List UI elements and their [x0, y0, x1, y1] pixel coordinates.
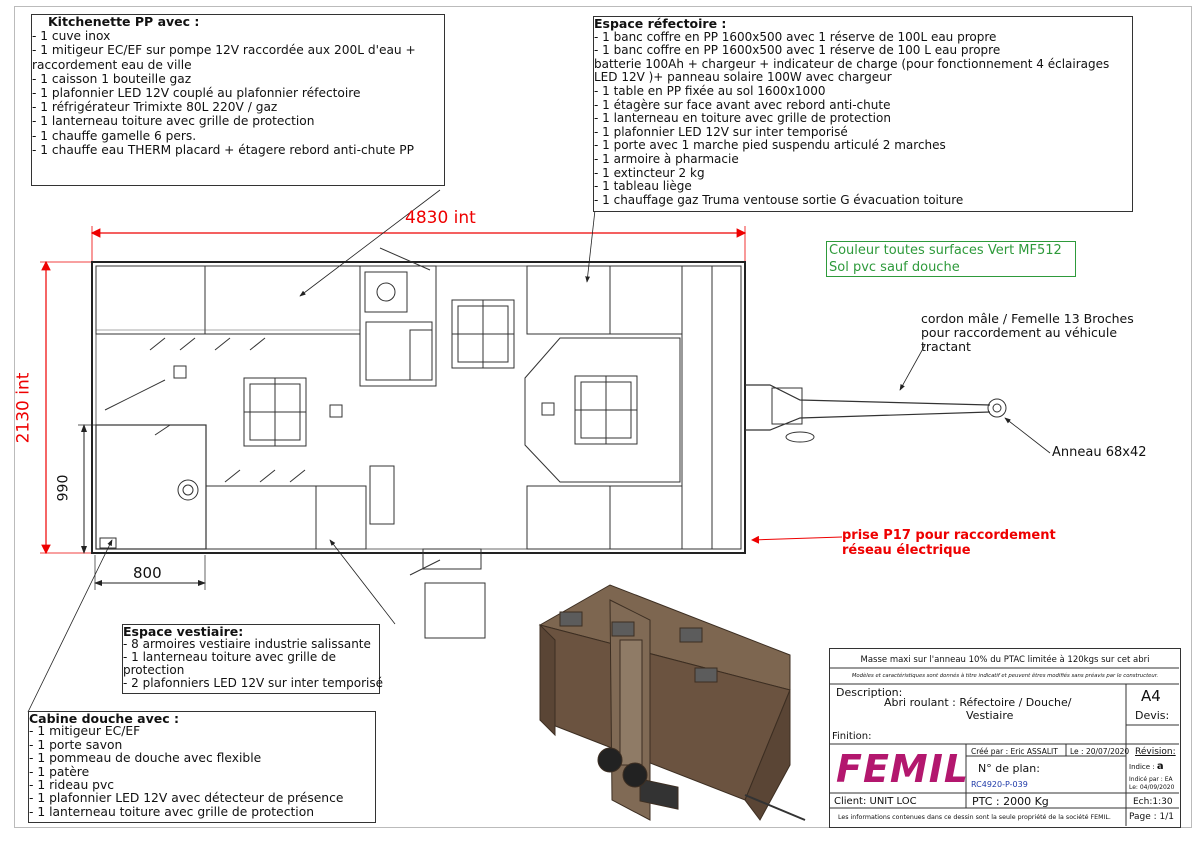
kitchenette-box	[31, 14, 445, 186]
description-line1: Abri roulant : Réfectoire / Douche/	[884, 696, 1072, 709]
refectoire-item: batterie 100Ah + chargeur + indicateur de charge (pour fonctionnement 4 éclairages LED 12V )+ panneau solaire 100W avec chargeur	[594, 56, 1110, 85]
refectoire-box	[593, 16, 1133, 212]
creation-date: Le : 20/07/2020	[1070, 747, 1130, 756]
indice-label: Indice :	[1129, 763, 1155, 771]
douche-item: - 1 lanterneau toiture avec grille de protection	[29, 804, 315, 819]
finition-label: Finition:	[832, 731, 872, 742]
description-line2: Vestiaire	[966, 709, 1014, 722]
description-label: Description:	[836, 686, 903, 699]
length-dimension: 4830 int	[405, 208, 476, 228]
modeles-note: Modèles et caractéristiques sont donnés à titre indicatif et peuvent êtres modifiés sans préavis par le constructeur.	[851, 673, 1159, 679]
prise-note-line1: prise P17 pour raccordement	[842, 528, 1056, 543]
prise-note-line2: réseau électrique	[842, 543, 971, 558]
width-dimension: 2130 int	[13, 372, 34, 444]
refectoire-item: - 1 tableau liège	[594, 179, 692, 194]
ptc-label: PTC : 2000 Kg	[972, 795, 1049, 808]
refectoire-title: Espace réfectoire :	[594, 16, 727, 31]
shelter-3d-view	[540, 585, 805, 820]
douche-item: - 1 plafonnier LED 12V avec détecteur de présence	[29, 791, 344, 806]
femil-logo: FEMIL	[836, 747, 970, 791]
client-label: Client: UNIT LOC	[834, 796, 917, 807]
format-label: A4	[1141, 687, 1161, 705]
refectoire-item: - 1 table en PP fixée au sol 1600x1000	[594, 83, 826, 98]
kitchenette-item: - 1 lanterneau toiture avec grille de protection	[32, 114, 315, 129]
color-note	[826, 241, 1076, 277]
vestiaire-item: - 1 lanterneau toiture avec grille de protection	[123, 650, 337, 677]
indice-row	[1129, 761, 1164, 772]
kitchenette-item: - 1 plafonnier LED 12V couplé au plafonnier réfectoire	[32, 86, 361, 101]
shower-depth-dimension: 990	[55, 474, 72, 502]
cree-par: Créé par : Eric ASSALIT	[971, 747, 1058, 756]
kitchenette-title: Kitchenette PP avec :	[48, 14, 200, 29]
color-note-line1: Couleur toutes surfaces Vert MF512	[829, 243, 1062, 258]
anneau-note: Anneau 68x42	[1052, 445, 1147, 460]
vestiaire-item: - 2 plafonniers LED 12V sur inter temporisé	[123, 676, 384, 690]
masse-note: Masse maxi sur l'anneau 10% du PTAC limitée à 120kgs sur cet abri	[860, 655, 1150, 665]
douche-item: - 1 mitigeur EC/EF	[29, 724, 141, 739]
propriete-note: Les informations contenues dans ce dessin sont la seule propriété de la société FEMIL.	[838, 814, 1111, 821]
douche-title: Cabine douche avec :	[29, 711, 179, 726]
kitchenette-item: - 1 mitigeur EC/EF sur pompe 12V raccordée aux 200L d'eau + raccordement eau de ville	[32, 43, 416, 72]
shower-width-dimension: 800	[133, 564, 162, 582]
prise-note	[842, 528, 1056, 558]
douche-item: - 1 porte savon	[29, 737, 123, 752]
refectoire-item: - 1 porte avec 1 marche pied suspendu articulé 2 marches	[594, 138, 946, 153]
refectoire-item: - 1 étagère sur face avant avec rebord anti-chute	[594, 97, 891, 112]
refectoire-item: - 1 chauffage gaz Truma ventouse sortie G évacuation toiture	[594, 192, 964, 207]
douche-item: - 1 rideau pvc	[29, 778, 115, 793]
douche-item: - 1 patère	[29, 764, 90, 779]
kitchenette-item: - 1 réfrigérateur Trimixte 80L 220V / gaz	[32, 100, 278, 115]
cordon-note: cordon mâle / Femelle 13 Broches pour raccordement au véhicule tractant	[921, 311, 1134, 354]
echelle-label: Ech:1:30	[1133, 797, 1173, 807]
refectoire-item: - 1 banc coffre en PP 1600x500 avec 1 réserve de 100 L eau propre	[594, 43, 1001, 58]
color-note-line2: Sol pvc sauf douche	[829, 260, 960, 275]
douche-box	[28, 711, 376, 823]
refectoire-item: - 1 banc coffre en PP 1600x500 avec 1 réserve de 100L eau propre	[594, 29, 997, 44]
indice-par: Indicé par : EA	[1129, 776, 1173, 783]
title-block	[829, 648, 1181, 828]
indice-value: a	[1156, 761, 1164, 772]
refectoire-item: - 1 extincteur 2 kg	[594, 165, 705, 180]
page-label: Page : 1/1	[1129, 812, 1175, 822]
vestiaire-box	[122, 624, 384, 694]
kitchenette-item: - 1 chauffe eau THERM placard + étagere rebord anti-chute PP	[32, 142, 414, 157]
indice-date: Le: 04/09/2020	[1129, 784, 1175, 791]
refectoire-item: - 1 lanterneau en toiture avec grille de protection	[594, 111, 891, 126]
vestiaire-item: - 8 armoires vestiaire industrie salissante	[123, 637, 371, 651]
kitchenette-item: - 1 cuve inox	[32, 29, 111, 44]
plan-label: N° de plan:	[978, 762, 1040, 775]
kitchenette-item: - 1 caisson 1 bouteille gaz	[32, 71, 192, 86]
vestiaire-title: Espace vestiaire:	[123, 624, 244, 639]
plan-number: RC4920-P-039	[971, 780, 1028, 789]
douche-item: - 1 pommeau de douche avec flexible	[29, 751, 262, 766]
refectoire-item: - 1 plafonnier LED 12V sur inter temporisé	[594, 124, 848, 139]
refectoire-item: - 1 armoire à pharmacie	[594, 151, 739, 166]
devis-label: Devis:	[1135, 709, 1170, 722]
kitchenette-item: - 1 chauffe gamelle 6 pers.	[32, 128, 197, 143]
revision-label: Révision:	[1135, 747, 1176, 757]
